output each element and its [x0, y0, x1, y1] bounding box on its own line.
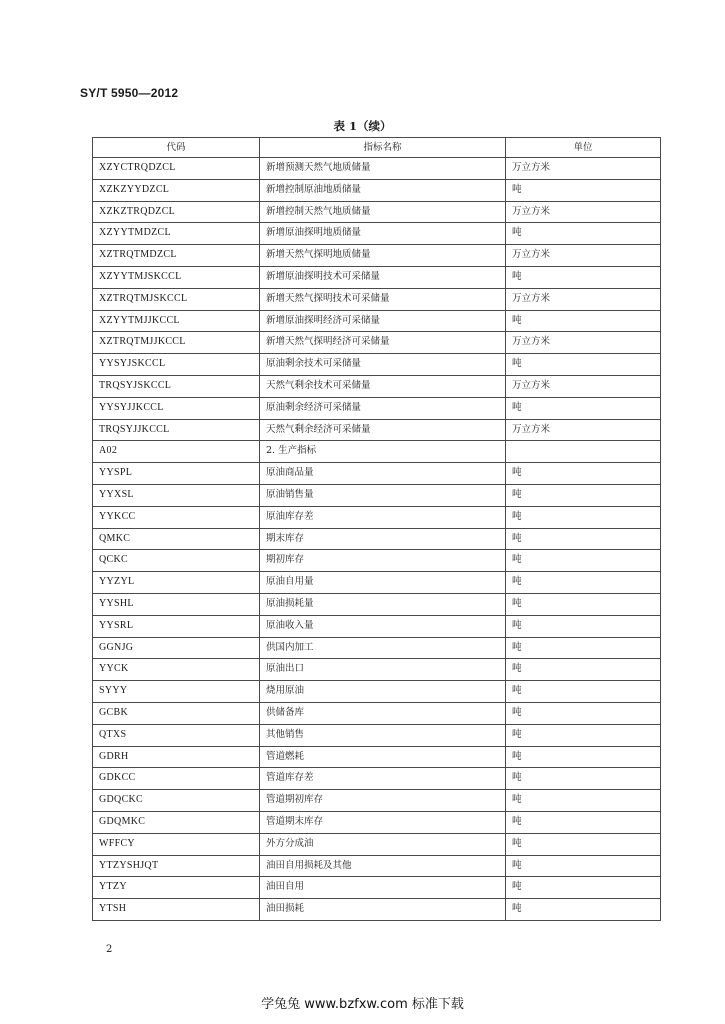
page-number: 2: [106, 944, 113, 955]
cell-code: XZTRQTMJJKCCL: [93, 332, 260, 354]
cell-code: XZTRQTMDZCL: [93, 245, 260, 267]
table-row: [93, 506, 661, 528]
cell-code: WFFCY: [93, 833, 260, 855]
table-row: [93, 397, 661, 419]
table-row: [93, 855, 661, 877]
cell-indicator-name: 2. 生产指标: [260, 441, 506, 463]
cell-code: XZYCTRQDZCL: [93, 158, 260, 180]
cell-code: XZYYTMJSKCCL: [93, 266, 260, 288]
column-header-name: 指标名称: [260, 138, 506, 158]
cell-unit: 吨: [506, 572, 661, 594]
cell-code: GDKCC: [93, 768, 260, 790]
cell-indicator-name: 新增控制天然气地质储量: [260, 201, 506, 223]
cell-indicator-name: 外方分成油: [260, 833, 506, 855]
table-row: [93, 288, 661, 310]
cell-unit: 吨: [506, 899, 661, 921]
cell-code: YYSYJJKCCL: [93, 397, 260, 419]
table-row: [93, 441, 661, 463]
table-row: [93, 833, 661, 855]
cell-unit: 万立方米: [506, 201, 661, 223]
indicator-table: [92, 137, 661, 921]
cell-unit: 吨: [506, 266, 661, 288]
cell-unit: 吨: [506, 179, 661, 201]
cell-unit: 吨: [506, 746, 661, 768]
cell-indicator-name: 管道期末库存: [260, 811, 506, 833]
cell-indicator-name: 供国内加工: [260, 637, 506, 659]
cell-code: GGNJG: [93, 637, 260, 659]
table-row: [93, 768, 661, 790]
cell-indicator-name: 油田自用: [260, 877, 506, 899]
cell-unit: 吨: [506, 463, 661, 485]
cell-indicator-name: 原油剩余经济可采储量: [260, 397, 506, 419]
cell-code: QTXS: [93, 724, 260, 746]
cell-unit: 吨: [506, 593, 661, 615]
cell-indicator-name: 天然气剩余经济可采储量: [260, 419, 506, 441]
cell-code: GCBK: [93, 702, 260, 724]
cell-indicator-name: 原油自用量: [260, 572, 506, 594]
table-row: [93, 201, 661, 223]
table-row: [93, 354, 661, 376]
table-row: [93, 790, 661, 812]
table-row: [93, 266, 661, 288]
table-row: [93, 746, 661, 768]
cell-unit: 吨: [506, 354, 661, 376]
cell-unit: 吨: [506, 397, 661, 419]
table-row: [93, 419, 661, 441]
cell-indicator-name: 期末库存: [260, 528, 506, 550]
cell-indicator-name: 新增预测天然气地质储量: [260, 158, 506, 180]
cell-unit: 万立方米: [506, 245, 661, 267]
cell-indicator-name: 油田损耗: [260, 899, 506, 921]
table-row: [93, 528, 661, 550]
cell-code: TRQSYJSKCCL: [93, 375, 260, 397]
cell-unit: [506, 441, 661, 463]
cell-unit: 吨: [506, 768, 661, 790]
cell-indicator-name: 原油出口: [260, 659, 506, 681]
cell-indicator-name: 原油商品量: [260, 463, 506, 485]
cell-unit: 万立方米: [506, 158, 661, 180]
cell-code: XZYYTMDZCL: [93, 223, 260, 245]
cell-unit: 万立方米: [506, 419, 661, 441]
cell-unit: 吨: [506, 811, 661, 833]
table-row: [93, 463, 661, 485]
cell-indicator-name: 新增原油探明技术可采储量: [260, 266, 506, 288]
cell-unit: 万立方米: [506, 288, 661, 310]
cell-indicator-name: 天然气剩余技术可采储量: [260, 375, 506, 397]
cell-unit: 吨: [506, 681, 661, 703]
cell-indicator-name: 新增天然气探明地质储量: [260, 245, 506, 267]
table-row: [93, 659, 661, 681]
table-row: [93, 615, 661, 637]
cell-indicator-name: 其他销售: [260, 724, 506, 746]
cell-unit: 万立方米: [506, 375, 661, 397]
cell-indicator-name: 原油收入量: [260, 615, 506, 637]
table-row: [93, 223, 661, 245]
cell-code: XZKZYYDZCL: [93, 179, 260, 201]
cell-unit: 吨: [506, 484, 661, 506]
table-body: [93, 158, 661, 921]
cell-code: YYZYL: [93, 572, 260, 594]
cell-indicator-name: 油田自用损耗及其他: [260, 855, 506, 877]
table-row: [93, 811, 661, 833]
table-row: [93, 245, 661, 267]
cell-code: GDRH: [93, 746, 260, 768]
cell-unit: 吨: [506, 310, 661, 332]
table-row: [93, 681, 661, 703]
cell-unit: 吨: [506, 855, 661, 877]
cell-code: YYSHL: [93, 593, 260, 615]
cell-code: YTZYSHJQT: [93, 855, 260, 877]
cell-unit: 吨: [506, 528, 661, 550]
cell-code: A02: [93, 441, 260, 463]
cell-indicator-name: 新增天然气探明技术可采储量: [260, 288, 506, 310]
cell-code: YYKCC: [93, 506, 260, 528]
column-header-code: 代码: [93, 138, 260, 158]
cell-indicator-name: 期初库存: [260, 550, 506, 572]
table-row: [93, 158, 661, 180]
cell-indicator-name: 新增原油探明地质储量: [260, 223, 506, 245]
cell-code: YYXSL: [93, 484, 260, 506]
cell-code: SYYY: [93, 681, 260, 703]
cell-indicator-name: 新增原油探明经济可采储量: [260, 310, 506, 332]
cell-indicator-name: 管道期初库存: [260, 790, 506, 812]
table-row: [93, 637, 661, 659]
cell-unit: 吨: [506, 702, 661, 724]
standard-number: SY/T 5950—2012: [80, 86, 179, 100]
cell-code: XZTRQTMJSKCCL: [93, 288, 260, 310]
cell-code: YTZY: [93, 877, 260, 899]
table-row: [93, 593, 661, 615]
cell-indicator-name: 原油销售量: [260, 484, 506, 506]
cell-unit: 万立方米: [506, 332, 661, 354]
cell-code: GDQCKC: [93, 790, 260, 812]
table-row: [93, 572, 661, 594]
cell-code: YYSYJSKCCL: [93, 354, 260, 376]
cell-unit: 吨: [506, 615, 661, 637]
column-header-unit: 单位: [506, 138, 661, 158]
cell-indicator-name: 原油损耗量: [260, 593, 506, 615]
cell-unit: 吨: [506, 223, 661, 245]
cell-indicator-name: 新增天然气探明经济可采储量: [260, 332, 506, 354]
cell-code: GDQMKC: [93, 811, 260, 833]
cell-code: QMKC: [93, 528, 260, 550]
cell-unit: 吨: [506, 550, 661, 572]
table-row: [93, 877, 661, 899]
table-row: [93, 702, 661, 724]
table-row: [93, 332, 661, 354]
cell-indicator-name: 原油库存差: [260, 506, 506, 528]
table-row: [93, 375, 661, 397]
cell-unit: 吨: [506, 877, 661, 899]
cell-unit: 吨: [506, 659, 661, 681]
table-row: [93, 550, 661, 572]
cell-code: YTSH: [93, 899, 260, 921]
cell-code: YYSRL: [93, 615, 260, 637]
table-row: [93, 899, 661, 921]
cell-unit: 吨: [506, 506, 661, 528]
cell-code: XZKZTRQDZCL: [93, 201, 260, 223]
cell-unit: 吨: [506, 637, 661, 659]
cell-unit: 吨: [506, 790, 661, 812]
cell-unit: 吨: [506, 833, 661, 855]
table-caption: 表 1（续）: [333, 119, 392, 133]
cell-indicator-name: 管道燃耗: [260, 746, 506, 768]
cell-code: XZYYTMJJKCCL: [93, 310, 260, 332]
cell-indicator-name: 新增控制原油地质储量: [260, 179, 506, 201]
table-header-row: [93, 138, 661, 158]
table-row: [93, 179, 661, 201]
table-row: [93, 724, 661, 746]
cell-indicator-name: 供储备库: [260, 702, 506, 724]
cell-code: QCKC: [93, 550, 260, 572]
cell-indicator-name: 原油剩余技术可采储量: [260, 354, 506, 376]
cell-code: TRQSYJJKCCL: [93, 419, 260, 441]
cell-indicator-name: 烧用原油: [260, 681, 506, 703]
table-row: [93, 484, 661, 506]
cell-indicator-name: 管道库存差: [260, 768, 506, 790]
footer-watermark: 学兔兔 www.bzfxw.com 标准下载: [261, 997, 464, 1012]
cell-unit: 吨: [506, 724, 661, 746]
cell-code: YYSPL: [93, 463, 260, 485]
cell-code: YYCK: [93, 659, 260, 681]
table-row: [93, 310, 661, 332]
